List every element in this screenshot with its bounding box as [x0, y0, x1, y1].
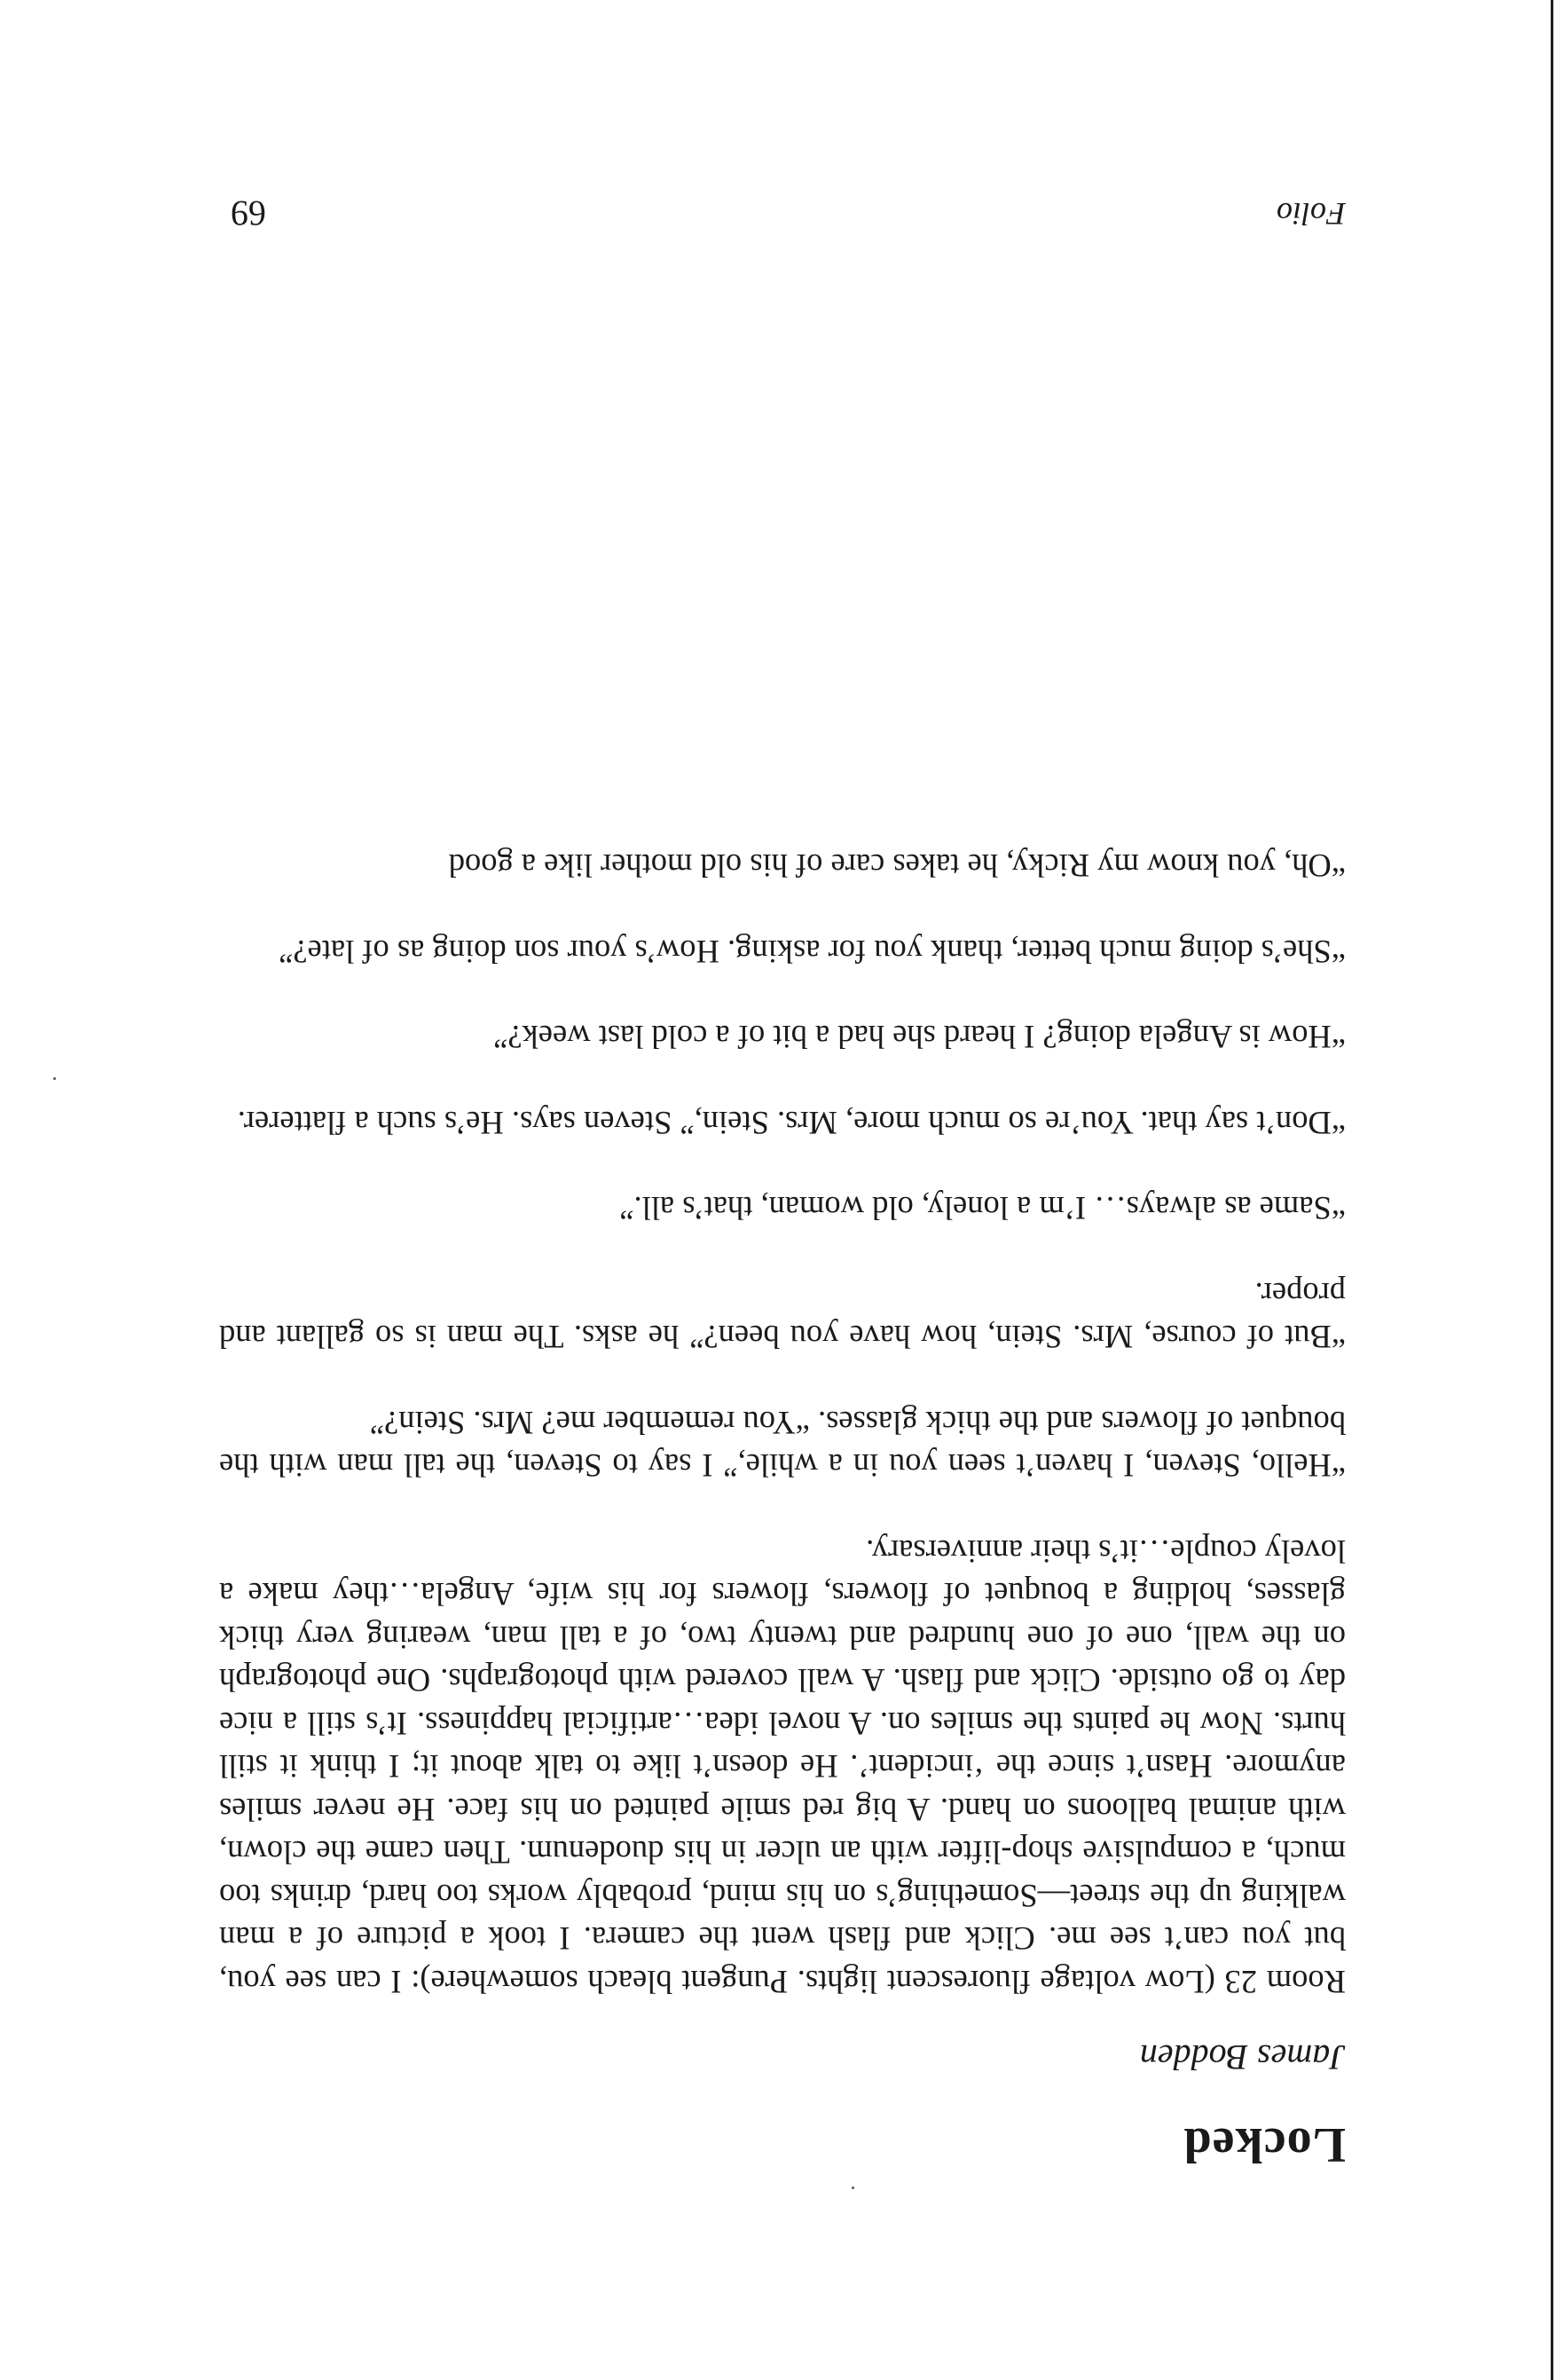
paragraph: “Oh, you know my Ricky, he takes care of his old mother like a good — [448, 847, 1346, 885]
scan-speck — [852, 2187, 854, 2189]
paragraph: “Don’t say that. You’re so much more, Mrs. Stein,” Steven says. He’s such a flatterer. — [237, 1105, 1346, 1141]
scan-speck — [53, 1077, 56, 1080]
paragraph: “How is Angela doing? I heard she had a bit of a cold last week?” — [493, 1019, 1346, 1056]
story-title: Locked — [1183, 2117, 1346, 2172]
paragraph: “Hello, Steven, I haven’t seen you in a while,” I say to Steven, the tall man with the bouquet of flowers and the thick glasses. “You remember me? Mrs. Stein?” — [219, 1405, 1346, 1485]
paragraph: “But of course, Mrs. Stein, how have you been?” he asks. The man is so gallant and proper. — [219, 1276, 1346, 1356]
page-edge-rule — [1551, 0, 1553, 2380]
paragraph: Room 23 (Low voltage fluorescent lights. Pungent bleach somewhere): I can see you, but you can’t see me. Click and flash went the camera. I took a picture of a man walking up the street—Something’s on his mind, probably works too hard, drinks too much, a compulsive shop-lifter with an ulcer in his duodenum. Then came the clown, with animal balloons on hand. A big red smile painted on his face. He never smiles anymore. Hasn’t since the ‘incident’. He doesn’t like to talk about it; I think it still hurts. Now he paints the smiles on. A novel idea…artificial happiness. It’s still a nice day to go outside. Click and flash. A wall covered with photographs. One photograph on the wall, one of one hundred and twenty two, of a tall man, wearing very thick glasses, holding a bouquet of flowers, flowers for his wife, Angela…they make a lovely couple…it’s their anniversary. — [219, 1533, 1346, 2000]
page-number: 69 — [231, 193, 266, 233]
author-name: James Bodden — [1139, 2037, 1346, 2077]
paragraph: “She’s doing much better, thank you for asking. How’s your son doing as of late?” — [279, 934, 1346, 970]
story-body — [219, 801, 1346, 2003]
folio-label: Folio — [1277, 196, 1346, 232]
paragraph: “Same as always… I’m a lonely, old woman, that’s all.” — [619, 1190, 1346, 1227]
